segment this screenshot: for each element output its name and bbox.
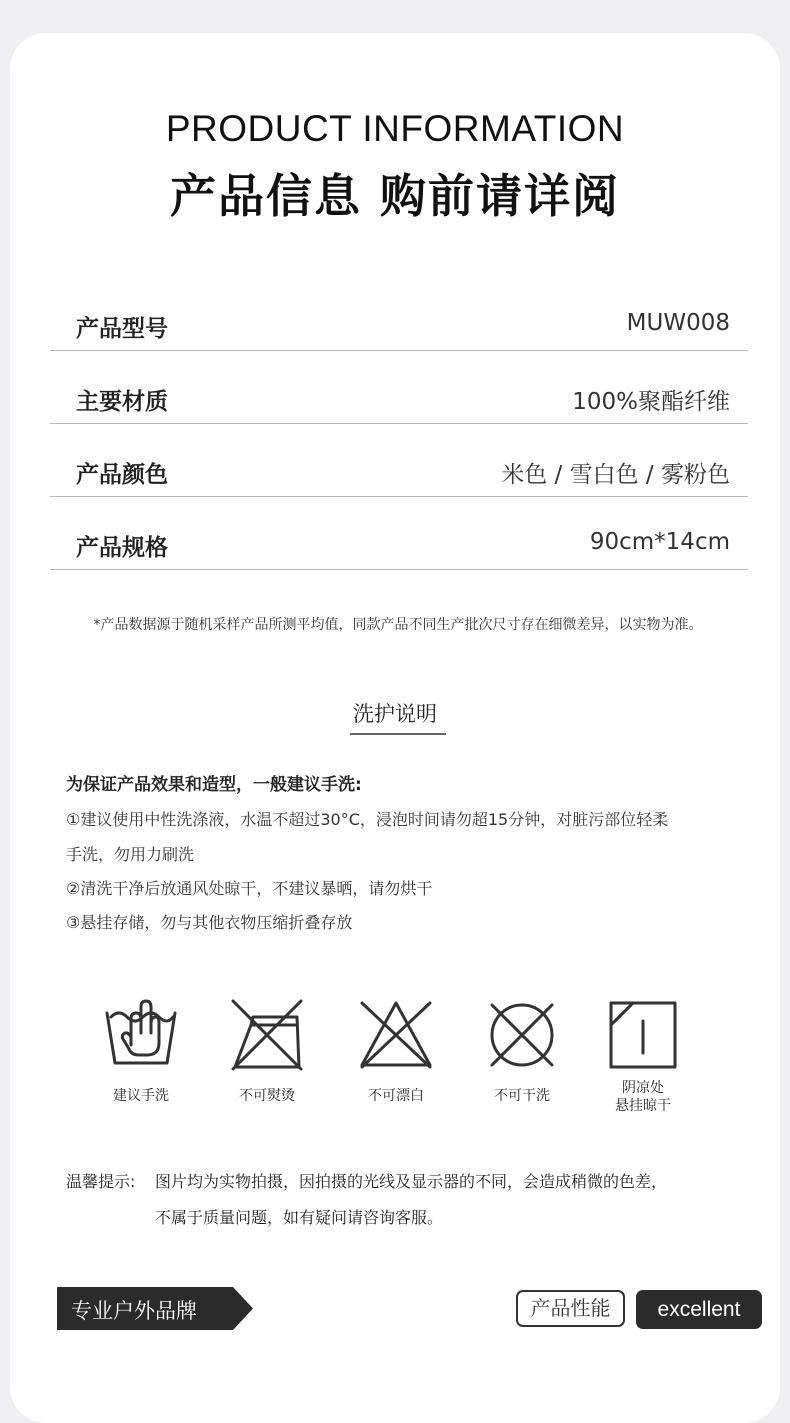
care-item-no-dry-clean [467, 995, 577, 1104]
care-line: ③悬挂存储，勿与其他衣物压缩折叠存放 [66, 913, 353, 932]
care-heading: 洗护说明 [353, 702, 437, 726]
spec-value: 米色 / 雪白色 / 雾粉色 [501, 462, 730, 488]
spec-label: 产品规格 [76, 535, 168, 561]
data-disclaimer: *产品数据源于随机采样产品所测平均值，同款产品不同生产批次尺寸存在细微差异，以实物为准。 [93, 617, 703, 633]
spec-row-model [50, 302, 748, 351]
care-item-line-dry [588, 995, 698, 1114]
performance-label: 产品性能 [516, 1290, 625, 1327]
spec-label: 产品型号 [76, 316, 168, 342]
care-intro: 为保证产品效果和造型，一般建议手洗: [66, 775, 362, 795]
brand-tag [57, 1287, 253, 1330]
care-label: 不可干洗 [494, 1088, 550, 1104]
care-label: 不可熨烫 [239, 1088, 295, 1104]
care-item-no-bleach [341, 995, 451, 1104]
spec-row-color [50, 448, 748, 497]
tip-text: 不属于质量问题，如有疑问请咨询客服。 [155, 1208, 444, 1227]
tip-text: 图片均为实物拍摄，因拍摄的光线及显示器的不同，会造成稍微的色差， [155, 1172, 668, 1191]
no-dry-clean-icon [482, 995, 562, 1075]
title-en: PRODUCT INFORMATION [165, 108, 625, 149]
care-line: ②清洗干净后放通风处晾干，不建议暴晒，请勿烘干 [66, 879, 433, 898]
spec-row-material [50, 375, 748, 424]
spec-value: 90cm*14cm [589, 529, 730, 555]
shade-line-dry-icon [603, 995, 683, 1075]
care-line: ①建议使用中性洗涤液，水温不超过30°C，浸泡时间请勿超15分钟，对脏污部位轻柔 [66, 810, 669, 829]
tip-label: 温馨提示: [66, 1172, 136, 1191]
care-item-hand-wash [86, 995, 196, 1104]
excellent-badge: excellent [636, 1290, 762, 1329]
care-heading-underline [350, 733, 446, 735]
spec-value: MUW008 [626, 310, 730, 336]
care-label-line: 悬挂晾干 [615, 1098, 671, 1114]
no-iron-icon [227, 995, 307, 1075]
care-label: 建议手洗 [113, 1088, 169, 1104]
care-item-no-iron [212, 995, 322, 1104]
spec-value: 100%聚酯纤维 [572, 389, 730, 415]
title-cn: 产品信息 购前请详阅 [169, 169, 620, 223]
care-label [588, 1079, 698, 1115]
care-label: 不可漂白 [368, 1088, 424, 1104]
spec-row-size [50, 521, 748, 570]
care-label-line: 阴凉处 [622, 1080, 664, 1096]
spec-label: 主要材质 [76, 389, 168, 415]
brand-text: 专业户外品牌 [71, 1299, 197, 1323]
no-bleach-icon [356, 995, 436, 1075]
hand-wash-icon [101, 995, 181, 1075]
spec-label: 产品颜色 [76, 462, 168, 488]
care-line: 手洗，勿用力刷洗 [66, 845, 195, 864]
